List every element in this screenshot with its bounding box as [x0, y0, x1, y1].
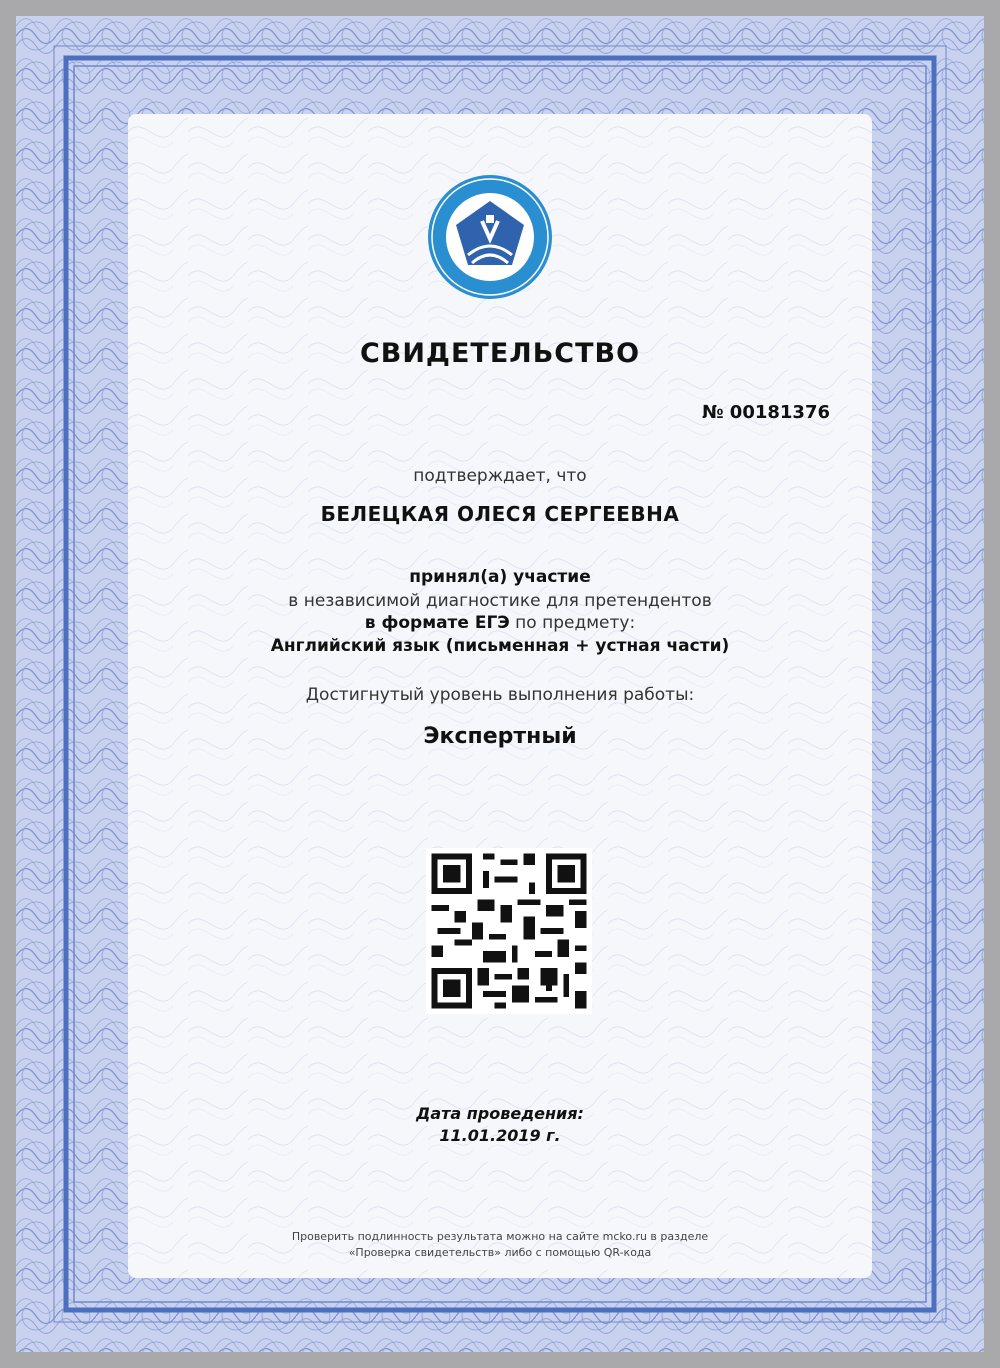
- exam-format: в формате ЕГЭ: [364, 613, 510, 633]
- level-label: Достигнутый уровень выполнения работы:: [305, 685, 695, 705]
- date-value: 11.01.2019 г.: [439, 1126, 561, 1145]
- mcko-logo: [420, 167, 560, 307]
- subject-intro: по предмету:: [509, 613, 636, 633]
- participation-line-1: принял(а) участие: [409, 567, 591, 587]
- recipient-name: БЕЛЕЦКАЯ ОЛЕСЯ СЕРГЕЕВНА: [320, 502, 680, 526]
- date-label: Дата проведения:: [416, 1104, 584, 1123]
- achieved-level: Экспертный: [423, 724, 577, 749]
- certificate-number: № 00181376: [701, 402, 830, 423]
- confirms-text: подтверждает, что: [413, 466, 587, 486]
- certificate-title: СВИДЕТЕЛЬСТВО: [359, 338, 641, 369]
- subject-name: Английский язык (письменная + устная части): [270, 636, 730, 656]
- verification-qr-code[interactable]: [426, 848, 592, 1014]
- verification-note-line-2: «Проверка свидетельств» либо с помощью QR-кода: [348, 1246, 652, 1259]
- participation-line-3: [0, 613, 1000, 633]
- participation-line-2: в независимой диагностике для претендентов: [288, 591, 712, 611]
- verification-note-line-1: Проверить подлинность результата можно на сайте mcko.ru в разделе: [291, 1230, 709, 1243]
